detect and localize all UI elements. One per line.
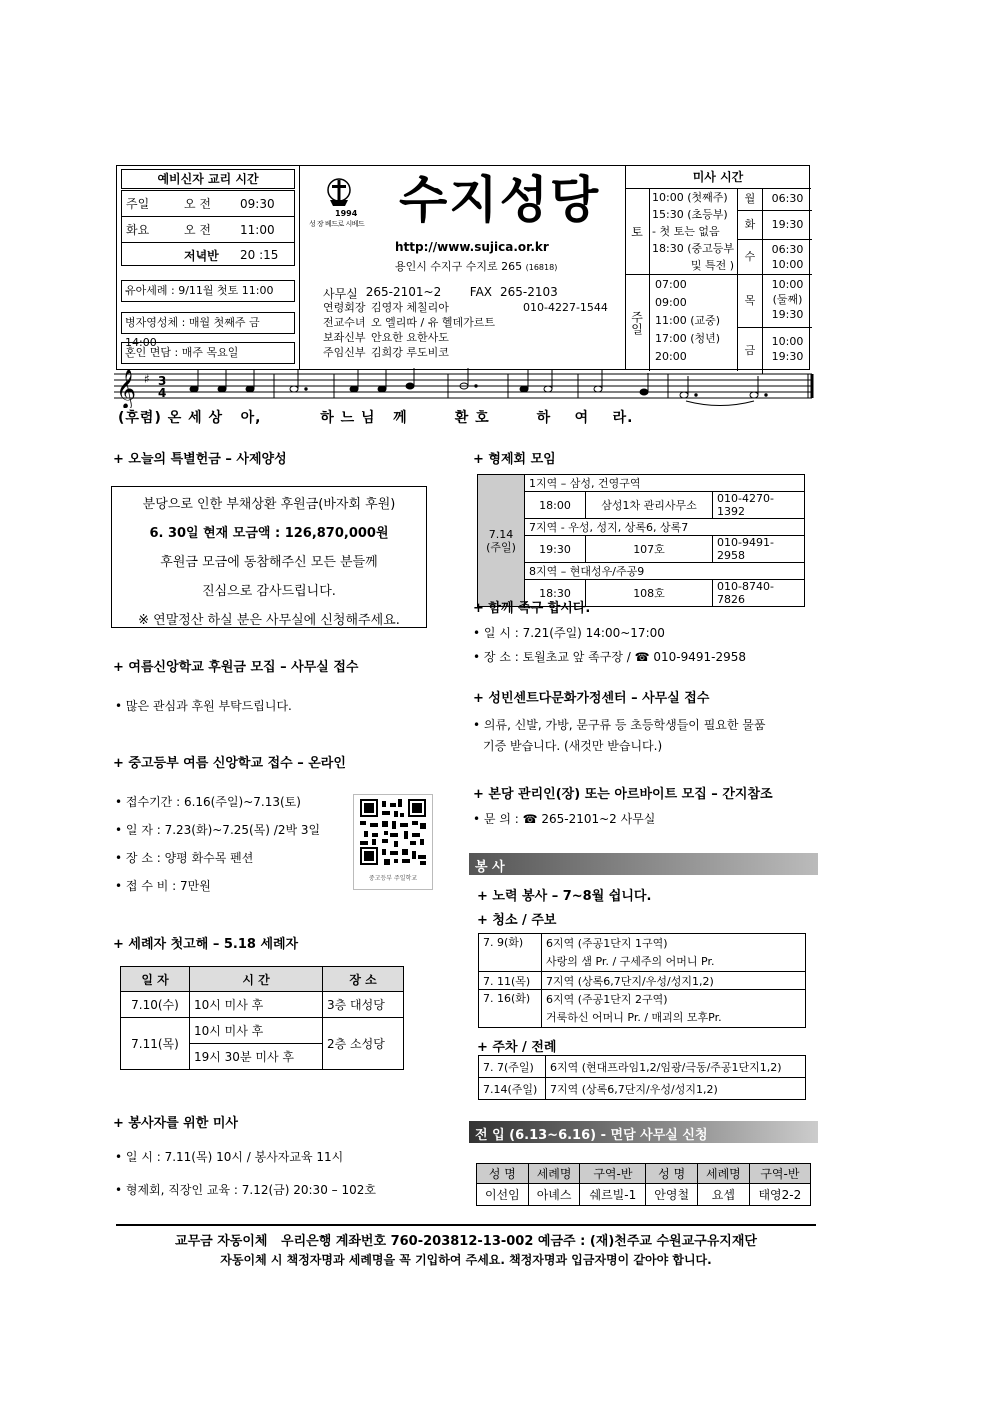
vincent-item: • 의류, 신발, 가방, 문구류 등 초등학생들이 필요한 물품 기증 받습니다. (새것만 받습니다.) bbox=[473, 718, 766, 753]
table-row: 19:30 107호 010-9491-2958 bbox=[478, 536, 805, 563]
cleaning-table bbox=[478, 933, 806, 1028]
mass-panel bbox=[625, 166, 811, 369]
footer-note: 자동이체 시 책정자명과 세례명을 꼭 기입하여 주세요. 책정자명과 입금자명이 같아야 합니다. bbox=[220, 1253, 712, 1267]
volunteer-mass-item: • 일 시 : 7.11(목) 10시 / 봉사자교육 11시 bbox=[115, 1150, 344, 1164]
special-collection-title: + 오늘의 특별헌금 – 사제양성 bbox=[113, 452, 287, 467]
soccer-title: + 함께 족구 합시다. bbox=[473, 601, 591, 616]
soccer-item: • 장 소 : 토월초교 앞 족구장 / ☎ 010-9491-2958 bbox=[473, 650, 747, 664]
catechism-title: 예비신자 교리 시간 bbox=[121, 169, 295, 189]
footer-account: 교무금 자동이체 우리은행 계좌번호 760-203812-13-002 예금주 : (재)천주교 수원교구유지재단 bbox=[175, 1234, 757, 1249]
col-header: 일 자 bbox=[121, 967, 190, 992]
catechism-panel bbox=[117, 166, 300, 369]
special-collection-box: 분당으로 인한 부채상환 후원금(바자회 후원) 6. 30일 현재 모금액 : 126,870,000원 후원금 모금에 동참해주신 모든 분들께 진심으로 감사드립니다. ※ 연말정산 하실 분은 사무실에 신청해주세요. bbox=[111, 486, 427, 628]
music-staff bbox=[114, 368, 816, 408]
col-header: 장 소 bbox=[323, 967, 404, 992]
col-header: 구역-반 bbox=[580, 1164, 646, 1184]
bulletin-header bbox=[116, 165, 810, 370]
weekday-times: 월 06:30 화 19:30 수 06:30 10:00 목 10:00 (둘째) 19:30 금 10:00 19:30 bbox=[737, 188, 812, 371]
catechism-row: 저녁반 20 :15 bbox=[184, 248, 279, 263]
staff-list: 연령회장 김영자 체칠리아 010-4227-1544 전교수녀 오 엘리따 / 유 헬데가르트 보좌신부 안요한 요한사도 주임신부 김희강 루도비코 bbox=[323, 301, 608, 359]
soccer-item: • 일 시 : 7.21(주일) 14:00~17:00 bbox=[473, 626, 665, 640]
parish-url[interactable]: http://www.sujica.or.kr bbox=[395, 240, 549, 254]
col-header: 성 명 bbox=[477, 1164, 529, 1184]
parking-table bbox=[478, 1055, 806, 1100]
transfer-table bbox=[476, 1163, 811, 1206]
table-row: 18:30 108호 010-8740-7826 bbox=[478, 580, 805, 607]
table-row: 7.11(목) 10시 미사 후 2층 소성당 bbox=[121, 1018, 404, 1044]
brotherhood-date: 7.14 (주일) bbox=[478, 475, 525, 607]
table-row: 18:00 삼성1차 관리사무소 010-4270-1392 bbox=[478, 492, 805, 519]
footer-divider bbox=[116, 1224, 816, 1226]
service-bar: 봉 사 bbox=[469, 853, 818, 875]
col-header: 구역-반 bbox=[749, 1164, 810, 1184]
parish-address: 용인시 수지구 수지로 265 (16818) bbox=[395, 260, 558, 273]
col-header: 세례명 bbox=[528, 1164, 580, 1184]
key-sharp-icon: ♯ bbox=[144, 372, 150, 386]
table-row: 19시 30분 미사 후 bbox=[121, 1044, 404, 1070]
parking-title: + 주차 / 전례 bbox=[477, 1040, 557, 1055]
mass-title: 미사 시간 bbox=[625, 166, 811, 189]
volunteer-mass-title: + 봉사자를 위한 미사 bbox=[113, 1116, 238, 1131]
table-row: 7.10(수) 10시 미사 후 3층 대성당 bbox=[121, 992, 404, 1018]
summer-fund-item: • 많은 관심과 후원 부탁드립니다. bbox=[115, 699, 292, 713]
summer-fund-title: + 여름신앙학교 후원금 모집 – 사무실 접수 bbox=[113, 660, 359, 675]
office-contact: 사무실 265-2101~2 FAX 265-2103 bbox=[323, 285, 558, 301]
saturday-times: 10:00 (첫째주) 15:30 (초등부) - 첫 토는 없음 18:30 (중고등부 및 특전 ) bbox=[652, 191, 734, 272]
manager-title: + 본당 관리인(장) 또는 아르바이트 모집 – 간지참조 bbox=[473, 787, 773, 802]
saturday-label: 토 bbox=[625, 188, 650, 275]
labor-service: + 노력 봉사 – 7~8월 쉽니다. bbox=[477, 889, 652, 904]
table-row: 이선임 아녜스 쉐르빌-1 안영철 요셉 태영2-2 bbox=[477, 1184, 811, 1206]
youth-school-title: + 중고등부 여름 신앙학교 접수 – 온라인 bbox=[113, 756, 346, 771]
time-sig-top: 3 bbox=[158, 374, 167, 388]
sick-communion: 병자영성체 : 매월 첫째주 금 14:00 bbox=[121, 312, 295, 334]
table-row: 7. 7(주일) 6지역 (현대프라임1,2/임광/극동/주공1단지1,2) bbox=[479, 1056, 806, 1078]
parish-name: 수지성당 bbox=[399, 171, 601, 229]
marriage-consult: 혼인 면담 : 매주 목요일 bbox=[121, 342, 295, 364]
music-lyrics: (후렴) 온 세 상 아, 하 느 님 께 환 호 하 여 라. bbox=[118, 410, 634, 426]
vincent-title: + 성빈센트다문화가정센터 – 사무실 접수 bbox=[473, 691, 710, 706]
brotherhood-table: 7.14 (주일) 1지역 – 삼성, 건영구역 18:00 삼성1차 관리사무소 010-4270-1392 7지역 - 우성, 성지, 상록6, 상록7 19:30 107호 010-9491-2958 8지역 – 현대성우/주공9 18:30 108호 010-8740-7826 bbox=[477, 474, 805, 607]
time-sig-bottom: 4 bbox=[158, 386, 167, 400]
qr-code-box[interactable] bbox=[353, 794, 433, 890]
sunday-times: 07:00 09:00 11:00 (교중) 17:00 (청년) 20:00 bbox=[655, 278, 721, 363]
church-logo-icon bbox=[327, 176, 351, 208]
cleaning-title: + 청소 / 주보 bbox=[477, 913, 557, 928]
first-confession-title: + 세례자 첫고해 – 5.18 세례자 bbox=[113, 937, 299, 952]
table-row: 7.14(주일) 7지역 (상록6,7단지/우성/성지1,2) bbox=[479, 1078, 806, 1100]
sunday-label: 주일 bbox=[625, 275, 650, 371]
qr-caption: 중고등부 주일학교 bbox=[368, 875, 418, 882]
parish-year: 1994 bbox=[335, 209, 358, 218]
youth-school-list: • 접수기간 : 6.16(주일)~7.13(토) • 일 자 : 7.23(화)~7.25(목) /2박 3일 • 장 소 : 양평 화수목 펜션 • 접 수 비 : 7만원 bbox=[115, 795, 321, 893]
col-header: 시 간 bbox=[190, 967, 323, 992]
table-row: 7. 16(화) 6지역 (주공1단지 2구역) 거룩하신 어머니 Pr. / 매괴의 모후Pr. bbox=[479, 990, 806, 1028]
catechism-row: 화요 오 전 11:00 bbox=[122, 217, 294, 243]
first-confession-table bbox=[120, 966, 404, 1070]
brotherhood-title: + 형제회 모임 bbox=[473, 452, 556, 467]
manager-item: • 문 의 : ☎ 265-2101~2 사무실 bbox=[473, 812, 656, 826]
treble-clef-icon: 𝄞 bbox=[116, 369, 137, 408]
col-header: 세례명 bbox=[698, 1164, 750, 1184]
parish-patron: 성 장 베드로 시베드 bbox=[309, 220, 365, 228]
transfer-bar: 전 입 (6.13~6.16) - 면담 사무실 신청 bbox=[469, 1121, 818, 1143]
catechism-row: 주일 오 전 09:30 bbox=[122, 191, 294, 217]
infant-baptism: 유아세례 : 9/11월 첫토 11:00 bbox=[121, 280, 295, 302]
col-header: 성 명 bbox=[646, 1164, 698, 1184]
table-row: 7. 9(화) 6지역 (주공1단지 1구역) 사랑의 샘 Pr. / 구세주의 어머니 Pr. bbox=[479, 934, 806, 972]
volunteer-mass-item: • 형제회, 직장인 교육 : 7.12(금) 20:30 – 102호 bbox=[115, 1183, 376, 1197]
parish-panel bbox=[299, 166, 626, 369]
table-row: 7. 11(목) 7지역 (상록6,7단지/우성/성지1,2) bbox=[479, 972, 806, 990]
qr-code-icon bbox=[360, 799, 426, 865]
